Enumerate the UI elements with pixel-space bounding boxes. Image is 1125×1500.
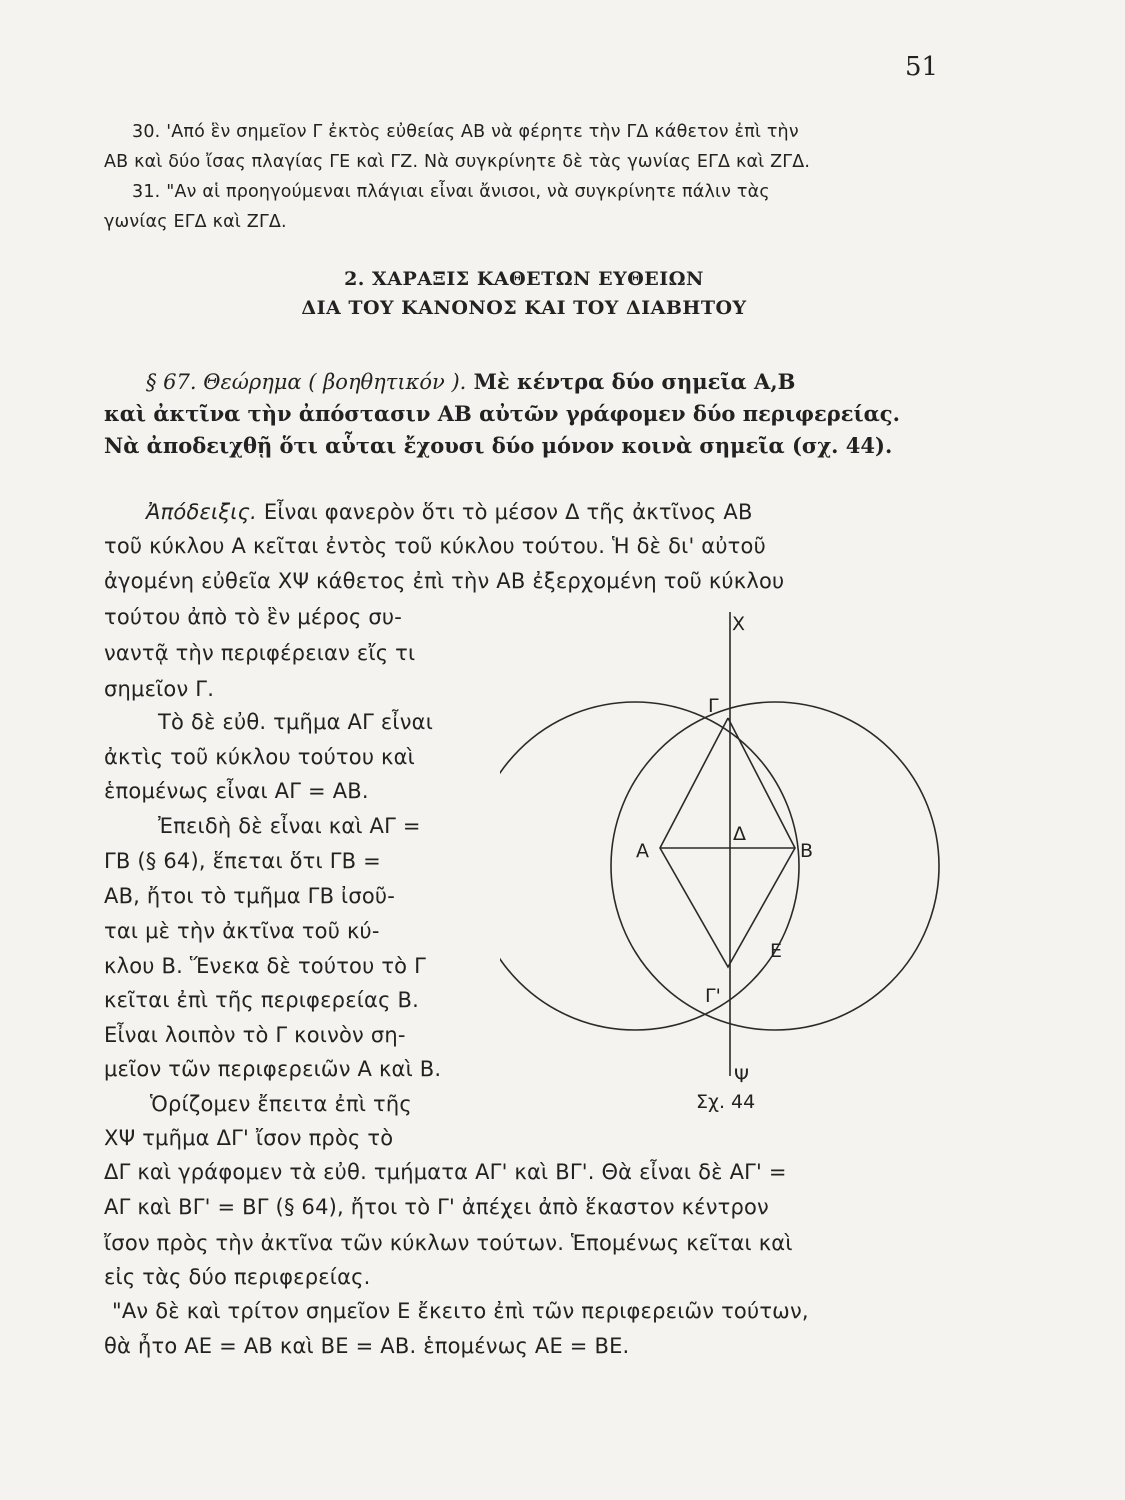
label-d: Δ bbox=[733, 823, 746, 845]
theorem-text: Μὲ κέντρα δύο σημεῖα Α,Β bbox=[466, 369, 796, 394]
figure-caption: Σχ. 44 bbox=[696, 1091, 756, 1113]
rhombus-acbc bbox=[660, 718, 795, 967]
label-x: Χ bbox=[732, 613, 746, 635]
proof-line: Εἶναι λοιπὸν τὸ Γ κοινὸν ση- bbox=[104, 1023, 406, 1047]
proof-line: ἀκτὶς τοῦ κύκλου τούτου καὶ bbox=[104, 745, 415, 769]
proof-line: "Αν δὲ καὶ τρίτον σημεῖον Ε ἔκειτο ἐπὶ τῶν περιφερειῶν τούτων, bbox=[112, 1299, 809, 1323]
proof-text: Εἶναι φανερὸν ὅτι τὸ μέσον Δ τῆς ἀκτῖνος ΑΒ bbox=[256, 500, 753, 524]
proof-line: ἴσον πρὸς τὴν ἀκτῖνα τῶν κύκλων τούτων. Ἑπομένως κεῖται καὶ bbox=[104, 1231, 793, 1255]
label-psi: Ψ bbox=[734, 1065, 749, 1087]
proof-line: τοῦ κύκλου Α κεῖται ἐντὸς τοῦ κύκλου τούτου. Ἡ δὲ δι' αὐτοῦ bbox=[104, 534, 766, 558]
label-a: Α bbox=[636, 840, 649, 862]
circle-a bbox=[500, 702, 799, 1030]
label-e: Ε bbox=[770, 940, 783, 962]
exercise-line: 31. "Αν αἱ προηγούμεναι πλάγιαι εἶναι ἄνισοι, νὰ συγκρίνητε πάλιν τὰς bbox=[132, 182, 770, 202]
proof-line: τούτου ἀπὸ τὸ ἓν μέρος συ- bbox=[104, 605, 403, 629]
figure-44 bbox=[500, 600, 950, 1120]
proof-line: Ὁρίζομεν ἔπειτα ἐπὶ τῆς bbox=[150, 1092, 412, 1116]
section-heading-line: 2. ΧΑΡΑΞΙΣ ΚΑΘΕΤΩΝ ΕΥΘΕΙΩΝ bbox=[344, 268, 704, 290]
proof-line: θὰ ἦτο ΑΕ = ΑΒ καὶ ΒΕ = ΑΒ. ἑπομένως ΑΕ = ΒΕ. bbox=[104, 1334, 630, 1358]
exercise-31 bbox=[104, 177, 944, 237]
label-g: Γ bbox=[708, 695, 719, 717]
proof-label: Ἀπόδειξις. bbox=[146, 500, 257, 524]
proof-line: ΓΒ (§ 64), ἕπεται ὅτι ΓΒ = bbox=[104, 849, 381, 873]
proof-line: Τὸ δὲ εὐθ. τμῆμα ΑΓ εἶναι bbox=[158, 710, 433, 734]
proof-line: ναντᾷ τὴν περιφέρειαν εἴς τι bbox=[104, 641, 416, 665]
theorem-statement bbox=[104, 366, 946, 462]
proof-line: ἀγομένη εὐθεῖα ΧΨ κάθετος ἐπὶ τὴν ΑΒ ἐξερχομένη τοῦ κύκλου bbox=[104, 569, 785, 593]
proof-line: μεῖον τῶν περιφερειῶν Α καὶ Β. bbox=[104, 1057, 442, 1081]
proof-line: κλου Β. Ἕνεκα δὲ τούτου τὸ Γ bbox=[104, 954, 426, 978]
section-heading-line: ΔΙΑ ΤΟΥ ΚΑΝΟΝΟΣ ΚΑΙ ΤΟΥ ΔΙΑΒΗΤΟΥ bbox=[301, 297, 747, 319]
exercise-line: 30. 'Από ἓν σημεῖον Γ ἐκτὸς εὐθείας ΑΒ νὰ φέρητε τὴν ΓΔ κάθετον ἐπὶ τὴν bbox=[132, 122, 799, 142]
theorem-text: Νὰ ἀποδειχθῇ ὅτι αὗται ἔχουσι δύο μόνον κοινὰ σημεῖα (σχ. 44). bbox=[104, 433, 893, 458]
proof-line bbox=[146, 496, 753, 528]
label-g-prime: Γ' bbox=[705, 985, 721, 1007]
proof-line: σημεῖον Γ. bbox=[104, 677, 215, 701]
proof-line: Ἐπειδὴ δὲ εἶναι καὶ ΑΓ = bbox=[158, 814, 421, 838]
proof-line: ΑΓ καὶ ΒΓ' = ΒΓ (§ 64), ἤτοι τὸ Γ' ἀπέχει ἀπὸ ἕκαστον κέντρον bbox=[104, 1195, 769, 1219]
label-b: Β bbox=[800, 840, 814, 862]
proof-line: ται μὲ τὴν ἀκτῖνα τοῦ κύ- bbox=[104, 919, 380, 943]
page-number: 51 bbox=[905, 52, 939, 82]
proof-line: ἑπομένως εἶναι ΑΓ = ΑΒ. bbox=[104, 779, 369, 803]
circle-b bbox=[611, 702, 939, 1030]
proof-line: εἰς τὰς δύο περιφερείας. bbox=[104, 1265, 371, 1289]
exercise-30 bbox=[104, 117, 944, 177]
exercise-line: ΑΒ καὶ δύο ἴσας πλαγίας ΓΕ καὶ ΓΖ. Νὰ συγκρίνητε δὲ τὰς γωνίας ΕΓΔ καὶ ΖΓΔ. bbox=[104, 152, 811, 172]
proof-line: ΔΓ καὶ γράφομεν τὰ εὐθ. τμήματα ΑΓ' καὶ ΒΓ'. Θὰ εἶναι δὲ ΑΓ' = bbox=[104, 1160, 787, 1184]
section-heading bbox=[104, 265, 944, 323]
proof-line: ΧΨ τμῆμα ΔΓ' ἴσον πρὸς τὸ bbox=[104, 1126, 394, 1150]
theorem-label: § 67. Θεώρημα ( βοηθητικόν ). bbox=[146, 370, 467, 394]
proof-line: ΑΒ, ἤτοι τὸ τμῆμα ΓΒ ἰσοῦ- bbox=[104, 884, 396, 908]
proof-line: κεῖται ἐπὶ τῆς περιφερείας Β. bbox=[104, 988, 419, 1012]
exercise-line: γωνίας ΕΓΔ καὶ ΖΓΔ. bbox=[104, 212, 287, 232]
theorem-text: καὶ ἀκτῖνα τὴν ἀπόστασιν ΑΒ αὐτῶν γράφομεν δύο περιφερείας. bbox=[104, 401, 900, 426]
